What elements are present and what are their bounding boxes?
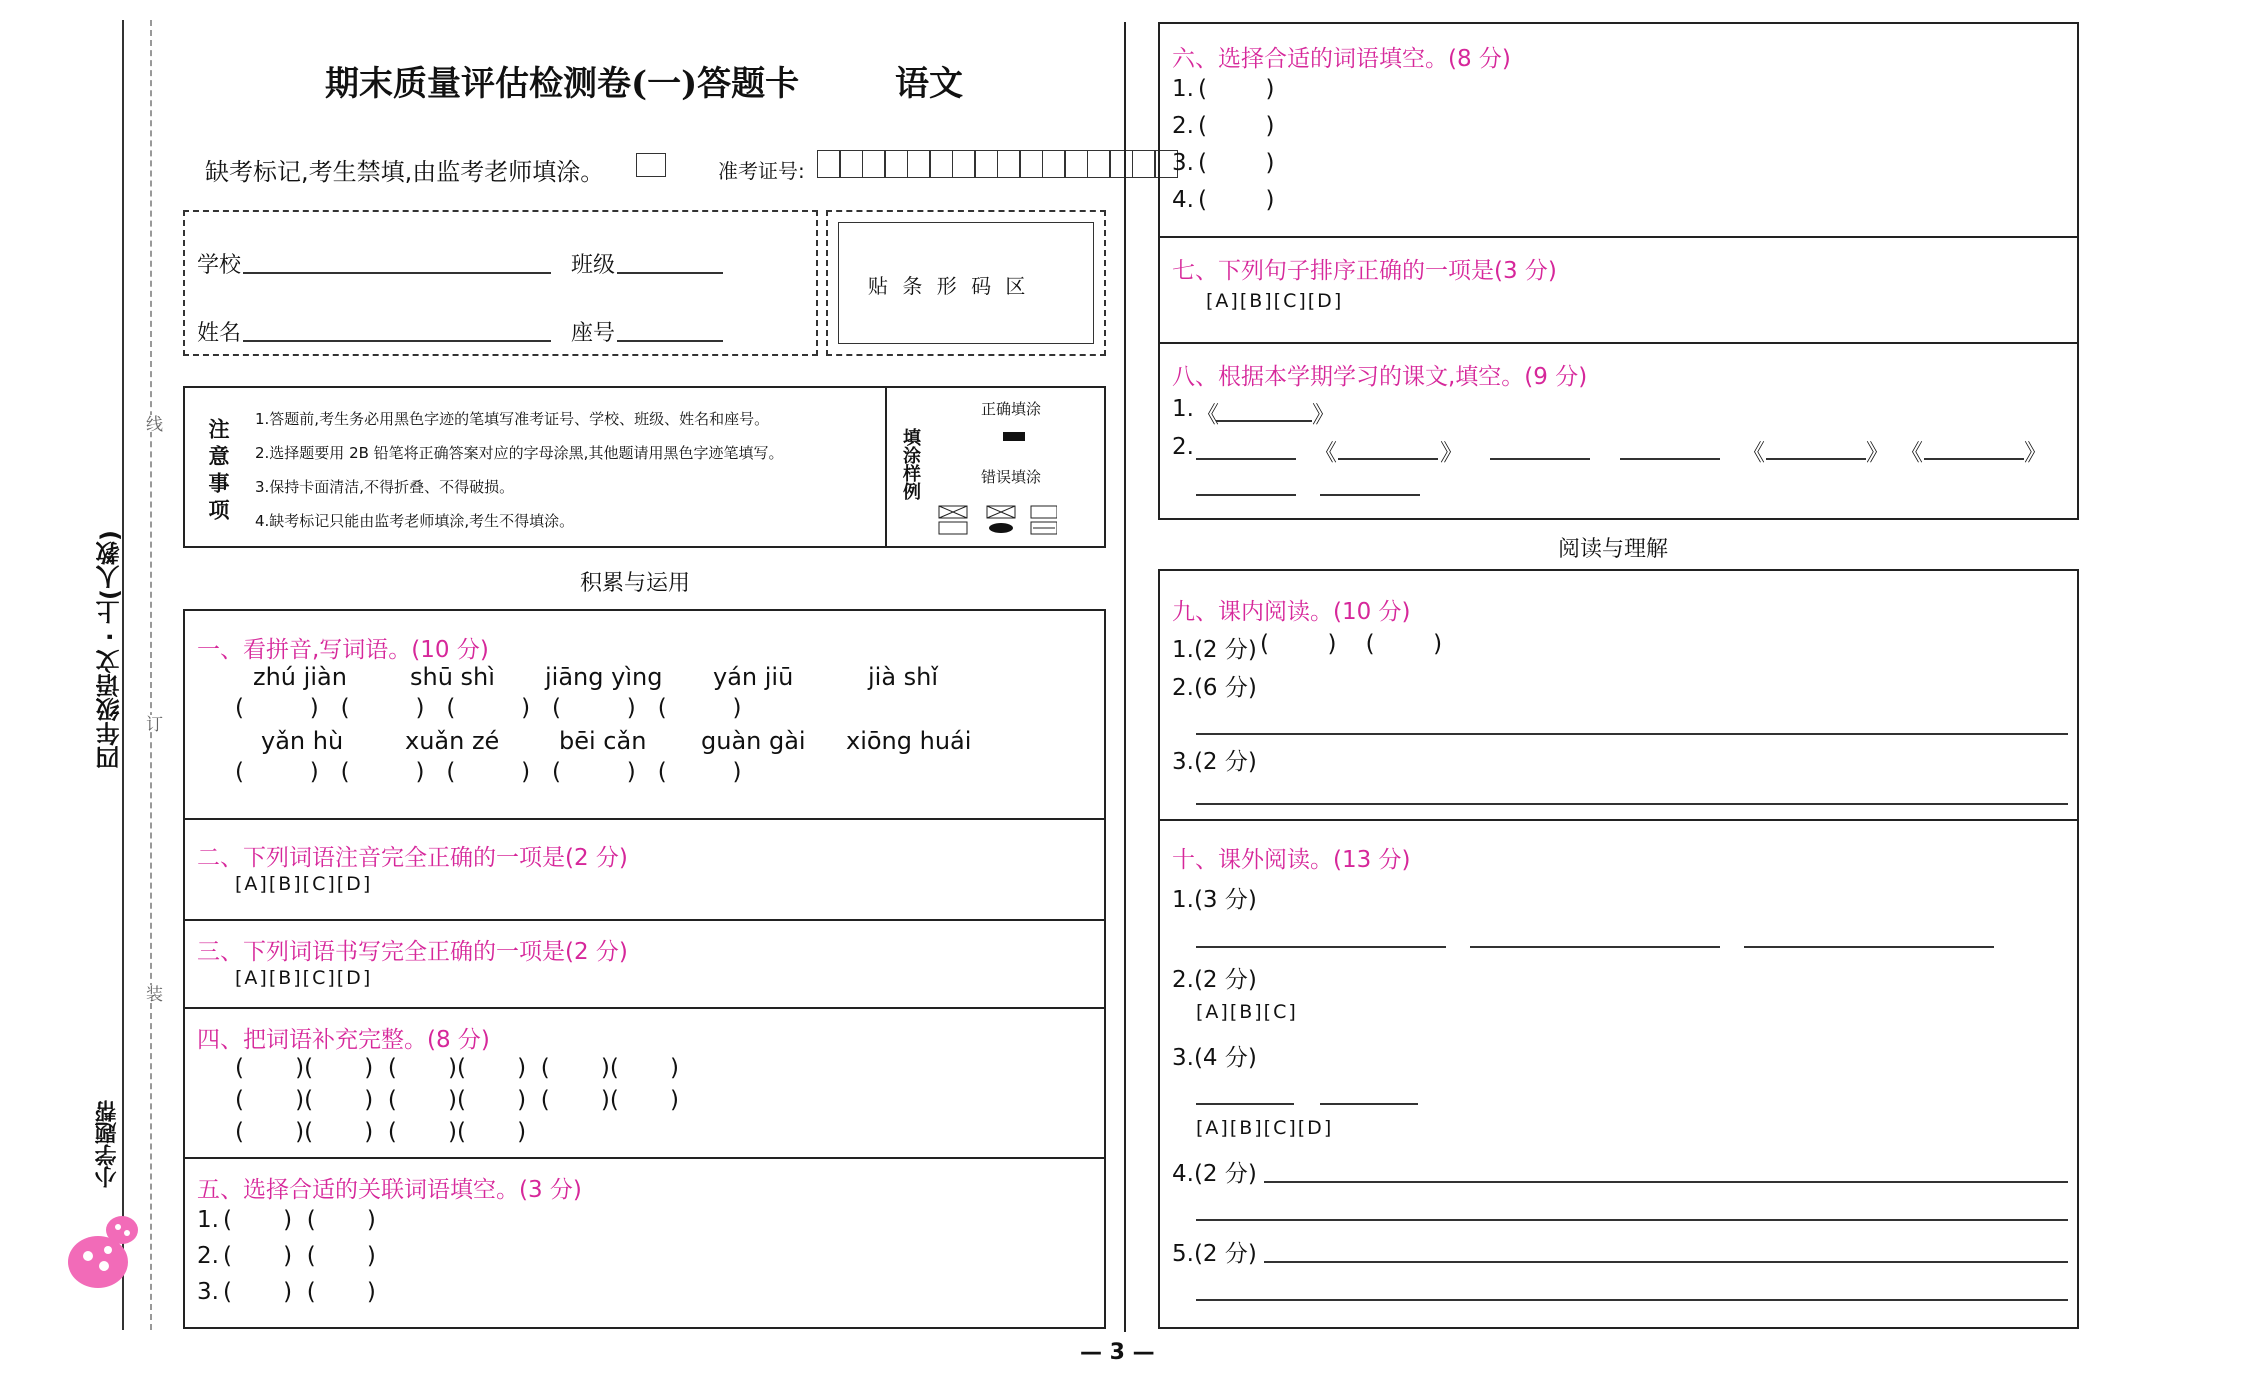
q10-sub3: 3.(4 分) xyxy=(1172,1045,1257,1071)
correct-fill-label: 正确填涂 xyxy=(981,400,1042,418)
q2-choices[interactable]: [A][B][C][D] xyxy=(235,873,373,895)
right-top-box xyxy=(1158,22,2079,520)
class-field[interactable] xyxy=(617,272,723,274)
q10-answer-line[interactable] xyxy=(1264,1261,2068,1263)
notice-box xyxy=(183,386,1106,548)
q5-answer[interactable]: ( ) ( ) xyxy=(223,1243,376,1269)
pinyin: jiāng yìng xyxy=(545,663,663,691)
center-divider xyxy=(1124,22,1126,1332)
q7-title: 七、下列句子排序正确的一项是(3 分) xyxy=(1172,258,1557,284)
q9-sub1-answer[interactable]: ( ) ( ) xyxy=(1260,631,1443,657)
wrong-fill-samples xyxy=(937,504,1057,538)
pinyin: jià shǐ xyxy=(868,663,939,691)
q7-choices[interactable]: [A][B][C][D] xyxy=(1206,290,1344,312)
q9-title: 九、课内阅读。(10 分) xyxy=(1172,599,1411,625)
name-field[interactable] xyxy=(243,340,551,342)
q10-answer-line[interactable] xyxy=(1196,946,1446,948)
pinyin: yǎn hù xyxy=(261,727,344,755)
q8-bracket-open: 《 xyxy=(1196,402,1219,428)
brand-label: 小学题帮 xyxy=(95,1100,120,1188)
right-bottom-box xyxy=(1158,569,2079,1329)
pinyin: yán jiū xyxy=(713,663,794,691)
q8-bracket-open: 《 xyxy=(1900,440,1923,466)
pinyin: xiōng huái xyxy=(846,727,972,755)
seat-field[interactable] xyxy=(617,340,723,342)
q10-answer-line[interactable] xyxy=(1196,1103,1294,1105)
q10-sub2-choices[interactable]: [A][B][C] xyxy=(1196,1001,1298,1023)
q6-num: 2. xyxy=(1172,113,1194,139)
q10-sub5: 5.(2 分) xyxy=(1172,1241,1257,1267)
sample-label: 填涂样例 xyxy=(900,428,921,500)
pinyin: guàn gài xyxy=(701,727,806,755)
q2-title: 二、下列词语注音完全正确的一项是(2 分) xyxy=(197,845,628,871)
q10-answer-line[interactable] xyxy=(1470,946,1720,948)
q8-blank[interactable] xyxy=(1620,458,1720,460)
page-number: — 3 — xyxy=(1080,1340,1155,1365)
q5-title: 五、选择合适的关联词语填空。(3 分) xyxy=(197,1177,582,1203)
q6-num: 1. xyxy=(1172,76,1194,102)
mushroom-logo xyxy=(60,1200,140,1300)
q10-answer-line[interactable] xyxy=(1744,946,1994,948)
left-question-box xyxy=(183,609,1106,1329)
q8-bracket-close: 》 xyxy=(1312,402,1335,428)
q8-blank[interactable] xyxy=(1196,494,1296,496)
q5-num: 1. xyxy=(197,1207,219,1233)
q10-sub4: 4.(2 分) xyxy=(1172,1161,1257,1187)
q10-sub3-choices[interactable]: [A][B][C][D] xyxy=(1196,1117,1334,1139)
q8-bracket-open: 《 xyxy=(1314,440,1337,466)
q8-num: 2. xyxy=(1172,434,1194,460)
q6-answer[interactable]: ( ) xyxy=(1198,76,1275,102)
q8-blank[interactable] xyxy=(1338,458,1438,460)
class-label: 班级 xyxy=(571,253,616,278)
pinyin: xuǎn zé xyxy=(405,727,500,755)
notice-item: 1.答题前,考生务必用黑色字迹的笔填写准考证号、学校、班级、姓名和座号。 xyxy=(255,410,770,428)
page-title: 期末质量评估检测卷(一)答题卡 xyxy=(325,64,800,104)
q1-answer-row2[interactable]: ( ) ( ) ( ) ( ) ( ) xyxy=(235,759,742,785)
absent-note: 缺考标记,考生禁填,由监考老师填涂。 xyxy=(205,158,605,186)
q6-title: 六、选择合适的词语填空。(8 分) xyxy=(1172,46,1511,72)
q10-sub2: 2.(2 分) xyxy=(1172,967,1257,993)
q8-blank[interactable] xyxy=(1490,458,1590,460)
q5-answer[interactable]: ( ) ( ) xyxy=(223,1279,376,1305)
bind-ding-label: 订 xyxy=(140,715,165,732)
q10-answer-line[interactable] xyxy=(1196,1219,2068,1221)
q4-answer-row1[interactable]: ( )( ) ( )( ) ( )( ) xyxy=(235,1055,679,1081)
section-title-right: 阅读与理解 xyxy=(1558,537,1669,562)
q10-answer-line[interactable] xyxy=(1264,1181,2068,1183)
subject-label: 语文 xyxy=(895,64,963,104)
q8-blank[interactable] xyxy=(1766,458,1866,460)
q4-title: 四、把词语补充完整。(8 分) xyxy=(197,1027,490,1053)
notice-label: 注意事项 xyxy=(206,418,230,526)
notice-item: 2.选择题要用 2B 铅笔将正确答案对应的字母涂黑,其他题请用黑色字迹笔填写。 xyxy=(255,444,784,462)
binding-line-dashed xyxy=(150,20,152,1330)
q8-bracket-open: 《 xyxy=(1742,440,1765,466)
pinyin: shū shì xyxy=(410,663,495,691)
q9-sub3: 3.(2 分) xyxy=(1172,749,1257,775)
student-info-box xyxy=(183,210,818,356)
pinyin: zhú jiàn xyxy=(253,663,347,691)
q1-title: 一、看拼音,写词语。(10 分) xyxy=(197,637,489,663)
q6-answer[interactable]: ( ) xyxy=(1198,113,1275,139)
q10-sub1: 1.(3 分) xyxy=(1172,887,1257,913)
q4-answer-row2[interactable]: ( )( ) ( )( ) ( )( ) xyxy=(235,1087,679,1113)
wrong-fill-label: 错误填涂 xyxy=(981,468,1042,486)
q9-sub1: 1.(2 分) xyxy=(1172,637,1257,663)
q10-title: 十、课外阅读。(13 分) xyxy=(1172,847,1411,873)
q5-num: 2. xyxy=(197,1243,219,1269)
q4-answer-row3[interactable]: ( )( ) ( )( ) xyxy=(235,1119,527,1145)
q8-blank[interactable] xyxy=(1924,458,2024,460)
q8-blank[interactable] xyxy=(1320,494,1420,496)
q8-bracket-close: 》 xyxy=(2024,440,2047,466)
q8-bracket-close: 》 xyxy=(1866,440,1889,466)
q3-choices[interactable]: [A][B][C][D] xyxy=(235,967,373,989)
binding-strip xyxy=(0,0,180,1378)
exam-id-label: 准考证号: xyxy=(718,159,805,183)
q3-title: 三、下列词语书写完全正确的一项是(2 分) xyxy=(197,939,628,965)
q6-answer[interactable]: ( ) xyxy=(1198,150,1275,176)
correct-fill-sample xyxy=(1003,432,1025,441)
q9-answer-line[interactable] xyxy=(1196,733,2068,735)
absent-mark-box[interactable] xyxy=(636,153,666,177)
grade-label: 四年级语文 · 上(人教) xyxy=(96,530,124,770)
q8-num: 1. xyxy=(1172,396,1194,422)
section-title-left: 积累与运用 xyxy=(580,571,691,596)
q9-answer-line[interactable] xyxy=(1196,803,2068,805)
q8-blank[interactable] xyxy=(1216,420,1312,422)
school-field[interactable] xyxy=(243,272,551,274)
q6-answer[interactable]: ( ) xyxy=(1198,187,1275,213)
bind-xian-label: 线 xyxy=(140,415,165,432)
notice-item: 3.保持卡面清洁,不得折叠、不得破损。 xyxy=(255,478,515,496)
q6-num: 4. xyxy=(1172,187,1194,213)
seat-label: 座号 xyxy=(571,321,616,346)
q9-sub2: 2.(6 分) xyxy=(1172,675,1257,701)
q6-num: 3. xyxy=(1172,150,1194,176)
school-label: 学校 xyxy=(197,253,242,278)
q5-answer[interactable]: ( ) ( ) xyxy=(223,1207,376,1233)
name-label: 姓名 xyxy=(197,321,242,346)
q10-answer-line[interactable] xyxy=(1320,1103,1418,1105)
barcode-label: 贴 条 形 码 区 xyxy=(868,274,1030,298)
notice-item: 4.缺考标记只能由监考老师填涂,考生不得填涂。 xyxy=(255,512,575,530)
barcode-area xyxy=(826,210,1106,356)
bind-zhuang-label: 装 xyxy=(140,985,165,1002)
q8-blank[interactable] xyxy=(1196,458,1296,460)
q1-answer-row1[interactable]: ( ) ( ) ( ) ( ) ( ) xyxy=(235,695,742,721)
q8-bracket-close: 》 xyxy=(1440,440,1463,466)
q10-answer-line[interactable] xyxy=(1196,1299,2068,1301)
q8-title: 八、根据本学期学习的课文,填空。(9 分) xyxy=(1172,364,1588,390)
q5-num: 3. xyxy=(197,1279,219,1305)
pinyin: bēi cǎn xyxy=(559,727,647,755)
